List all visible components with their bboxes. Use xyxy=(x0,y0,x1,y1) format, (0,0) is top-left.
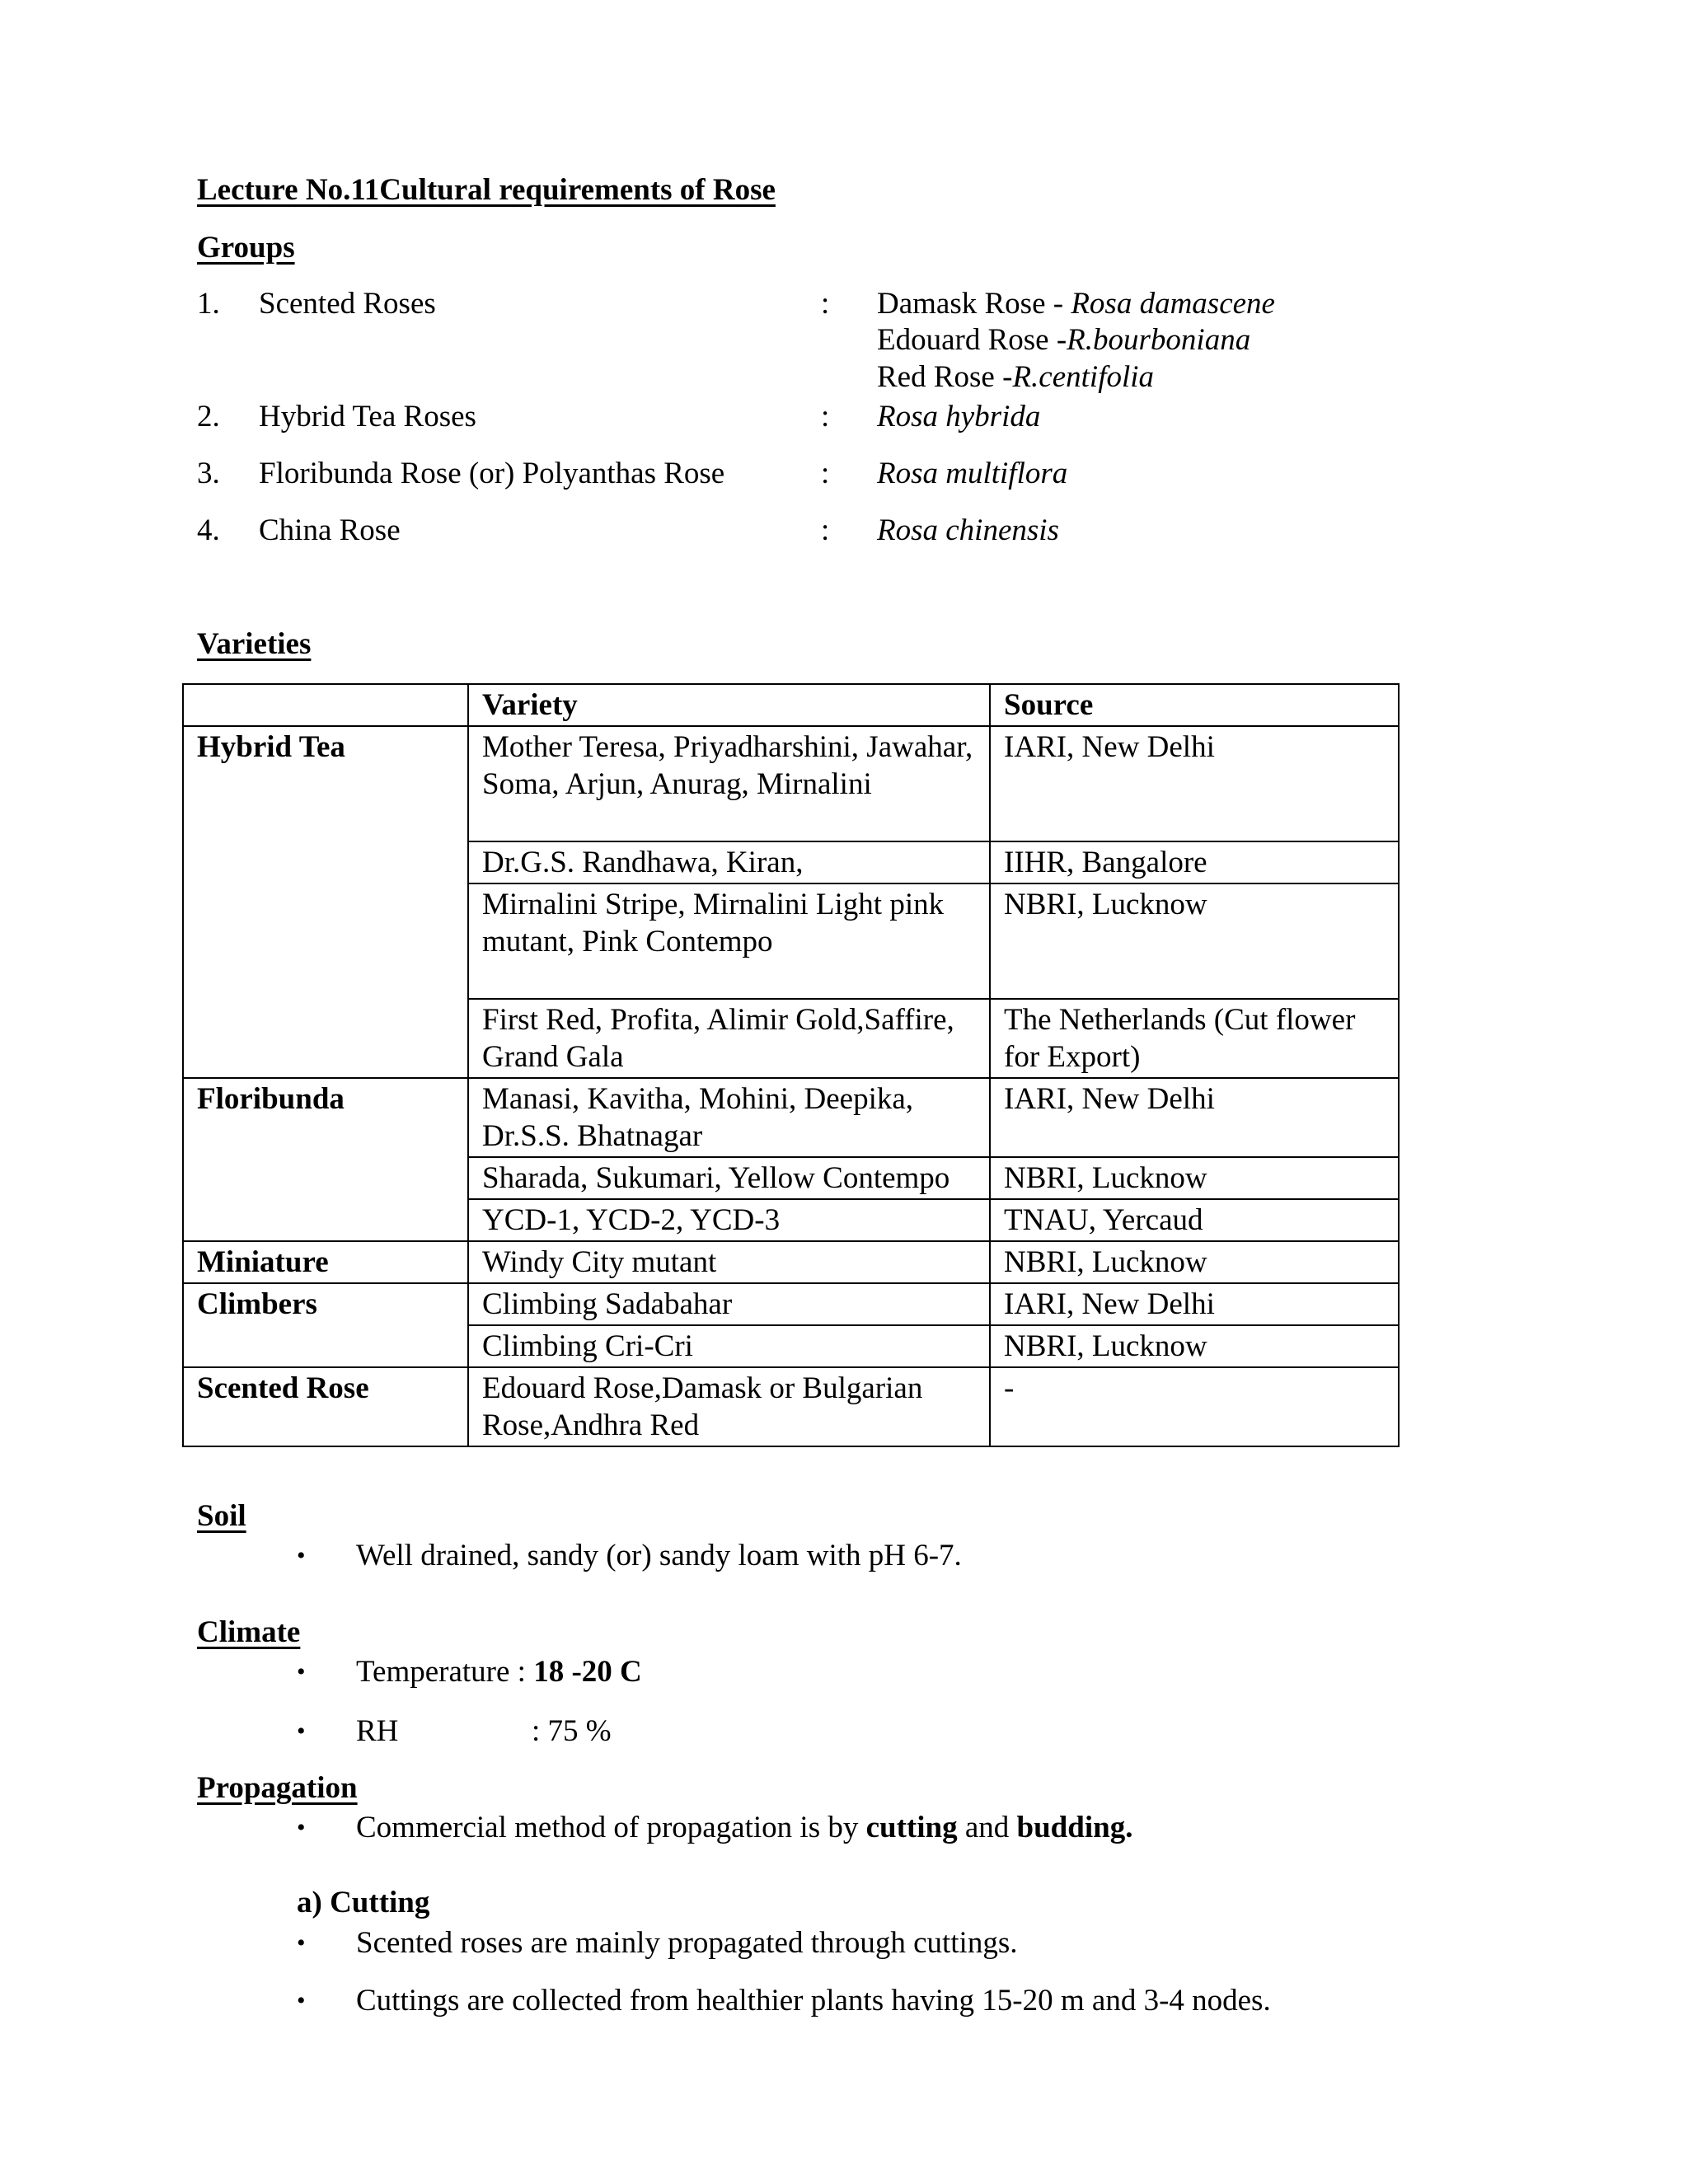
group-cell xyxy=(183,1325,468,1367)
group-cell: Floribunda xyxy=(183,1078,468,1157)
table-row xyxy=(183,999,1399,1078)
source-cell: IARI, New Delhi xyxy=(990,726,1399,841)
bullet-icon: • xyxy=(297,1814,306,1841)
source-cell: NBRI, Lucknow xyxy=(990,1325,1399,1367)
source-cell: IARI, New Delhi xyxy=(990,1283,1399,1325)
table-row xyxy=(183,1078,1399,1157)
text-fragment-bold: cutting xyxy=(865,1811,958,1844)
variety-cell: Climbing Sadabahar xyxy=(468,1283,990,1325)
group-cell xyxy=(183,1199,468,1241)
group-colon: : xyxy=(821,513,830,547)
bullet-icon: • xyxy=(297,1658,306,1685)
table-header-row xyxy=(183,684,1399,726)
temperature-value: 18 -20 C xyxy=(533,1655,642,1689)
source-cell: TNAU, Yercaud xyxy=(990,1199,1399,1241)
cutting-text-2: Cuttings are collected from healthier plants having 15-20 m and 3-4 nodes. xyxy=(356,1984,1271,2018)
species-latin: Rosa damascene xyxy=(1071,287,1275,321)
bullet-icon: • xyxy=(297,1987,306,2014)
table-row xyxy=(183,1325,1399,1367)
group-number: 3. xyxy=(197,457,220,490)
groups-heading: Groups xyxy=(197,231,295,265)
column-header xyxy=(183,684,468,726)
text-fragment: Commercial method of propagation is by xyxy=(356,1811,866,1844)
table-row xyxy=(183,1283,1399,1325)
cutting-text-1: Scented roses are mainly propagated through cuttings. xyxy=(356,1926,1018,1960)
group-name: China Rose xyxy=(259,513,401,547)
source-cell: NBRI, Lucknow xyxy=(990,1157,1399,1199)
group-name: Floribunda Rose (or) Polyanthas Rose xyxy=(259,457,725,490)
variety-cell: Mother Teresa, Priyadharshini, Jawahar, Soma, Arjun, Anurag, Mirnalini xyxy=(468,726,990,841)
varieties-table xyxy=(182,683,1400,1447)
table-row xyxy=(183,841,1399,883)
variety-cell: First Red, Profita, Alimir Gold,Saffire, Grand Gala xyxy=(468,999,990,1078)
table-row xyxy=(183,1199,1399,1241)
rh-label: RH xyxy=(356,1714,399,1748)
bullet-icon: • xyxy=(297,1929,306,1957)
soil-heading: Soil xyxy=(197,1499,246,1533)
species-latin: R.bourboniana xyxy=(1067,323,1251,358)
group-name: Scented Roses xyxy=(259,287,436,321)
group-species xyxy=(877,286,1275,396)
table-row xyxy=(183,1367,1399,1446)
text-fragment-bold: budding. xyxy=(1016,1811,1133,1844)
source-cell: - xyxy=(990,1367,1399,1446)
column-header: Source xyxy=(990,684,1399,726)
group-cell: Scented Rose xyxy=(183,1367,468,1446)
source-cell: The Netherlands (Cut flower for Export) xyxy=(990,999,1399,1078)
source-cell: NBRI, Lucknow xyxy=(990,883,1399,999)
group-colon: : xyxy=(821,400,830,434)
group-colon: : xyxy=(821,457,830,490)
table-row xyxy=(183,1157,1399,1199)
variety-cell: YCD-1, YCD-2, YCD-3 xyxy=(468,1199,990,1241)
table-row xyxy=(183,1241,1399,1283)
group-cell xyxy=(183,1157,468,1199)
rh-value: : 75 % xyxy=(532,1714,612,1748)
page-title: Lecture No.11Cultural requirements of Rose xyxy=(197,173,776,207)
group-number: 4. xyxy=(197,513,220,547)
group-number: 2. xyxy=(197,400,220,434)
group-cell: Climbers xyxy=(183,1283,468,1325)
species-common: Damask Rose - xyxy=(877,287,1071,321)
temperature-label: Temperature : xyxy=(356,1655,534,1689)
variety-cell: Dr.G.S. Randhawa, Kiran, xyxy=(468,841,990,883)
group-cell xyxy=(183,841,468,883)
group-cell xyxy=(183,883,468,999)
species-common: Edouard Rose - xyxy=(877,323,1067,358)
source-cell: IIHR, Bangalore xyxy=(990,841,1399,883)
soil-text: Well drained, sandy (or) sandy loam with pH 6-7. xyxy=(356,1539,962,1572)
text-fragment: and xyxy=(957,1811,1017,1844)
varieties-heading: Varieties xyxy=(197,627,312,661)
cutting-heading: a) Cutting xyxy=(297,1886,430,1919)
species-latin: R.centifolia xyxy=(1012,359,1155,394)
variety-cell: Climbing Cri-Cri xyxy=(468,1325,990,1367)
bullet-icon: • xyxy=(297,1542,306,1569)
variety-cell: Windy City mutant xyxy=(468,1241,990,1283)
group-species: Rosa multiflora xyxy=(877,457,1068,490)
propagation-text xyxy=(356,1810,1132,1846)
bullet-icon: • xyxy=(297,1718,306,1745)
group-cell: Miniature xyxy=(183,1241,468,1283)
group-species: Rosa hybrida xyxy=(877,400,1041,434)
group-colon: : xyxy=(821,287,830,321)
group-number: 1. xyxy=(197,287,220,321)
variety-cell: Manasi, Kavitha, Mohini, Deepika, Dr.S.S. Bhatnagar xyxy=(468,1078,990,1157)
variety-cell: Mirnalini Stripe, Mirnalini Light pink mutant, Pink Contempo xyxy=(468,883,990,999)
source-cell: IARI, New Delhi xyxy=(990,1078,1399,1157)
species-common: Red Rose - xyxy=(877,359,1013,394)
group-cell xyxy=(183,999,468,1078)
variety-cell: Sharada, Sukumari, Yellow Contempo xyxy=(468,1157,990,1199)
group-name: Hybrid Tea Roses xyxy=(259,400,476,434)
column-header: Variety xyxy=(468,684,990,726)
table-row xyxy=(183,883,1399,999)
variety-cell: Edouard Rose,Damask or Bulgarian Rose,Andhra Red xyxy=(468,1367,990,1446)
source-cell: NBRI, Lucknow xyxy=(990,1241,1399,1283)
temperature-line xyxy=(356,1654,642,1690)
propagation-heading: Propagation xyxy=(197,1771,358,1805)
group-species: Rosa chinensis xyxy=(877,513,1059,547)
climate-heading: Climate xyxy=(197,1615,301,1649)
table-row xyxy=(183,726,1399,841)
group-cell: Hybrid Tea xyxy=(183,726,468,841)
